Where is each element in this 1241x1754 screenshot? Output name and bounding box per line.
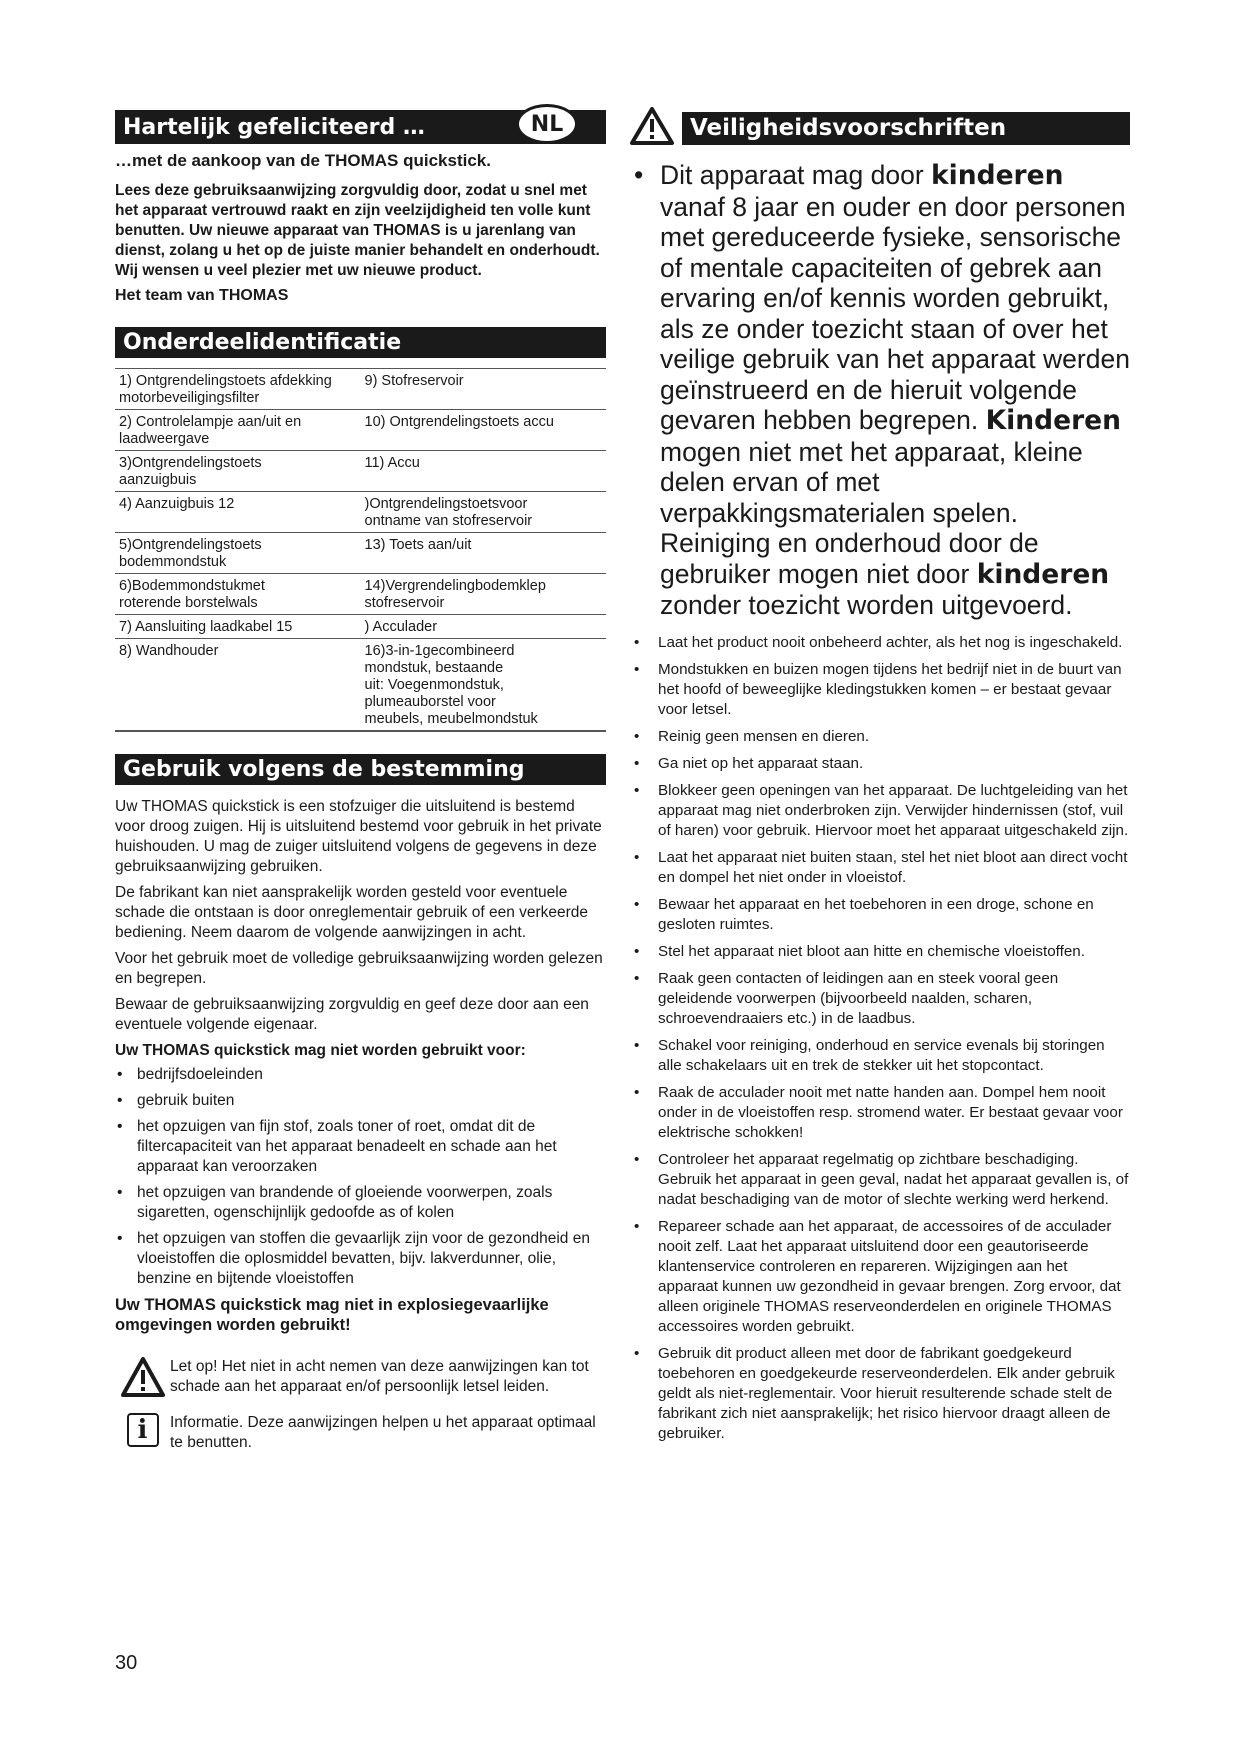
table-row (115, 492, 606, 533)
info-note-text: Informatie. Deze aanwijzingen helpen u het apparaat optimaal te benutten. (170, 1414, 596, 1451)
parts-heading (115, 327, 606, 358)
left-column (115, 110, 606, 1453)
congrats-subtitle: …met de aankoop van de THOMAS quickstick. (115, 151, 491, 170)
big-bold-3: kinderen (976, 558, 1110, 590)
list-item: • Bewaar het apparaat en het toebehoren in een droge, schone en gesloten ruimtes. (630, 895, 1130, 935)
congrats-intro: Lees deze gebruiksaanwijzing zorgvuldig door, zodat u snel met het apparaat vertrouwd raakt en zijn veelzijdigheid ten volle kunt benutten. Uw nieuwe apparaat van THOMAS is u jarenlang van dienst, zolang u het op de juiste manier behandelt en onderhoudt. Wij wensen u veel plezier met uw nieuwe product. (115, 182, 600, 279)
big-bold-2: Kinderen (985, 405, 1121, 436)
list-item: • gebruik buiten (115, 1091, 606, 1111)
list-item: • het opzuigen van brandende of gloeiende voorwerpen, zoals sigaretten, ogenschijnlijk gedoofde as of kolen (115, 1183, 606, 1223)
part-cell: ) Acculader (361, 615, 607, 639)
part-cell: 10) Ontgrendelingstoets accu (361, 410, 607, 451)
list-item: • Schakel voor reiniging, onderhoud en service evenals bij storingen alle schakelaars uit en trek de stekker uit het stopcontact. (630, 1036, 1130, 1076)
language-badge: NL (516, 104, 578, 144)
list-item: • bedrijfsdoeleinden (115, 1065, 606, 1085)
part-cell: 9) Stofreservoir (361, 369, 607, 410)
part-cell: 2) Controlelampje aan/uit en laadweergave (115, 410, 361, 451)
safety-heading (630, 110, 1130, 146)
part-cell: 16)3-in-1gecombineerd mondstuk, bestaande uit: Voegenmondstuk, plumeauborstel voor meubels, meubelmondstuk (361, 639, 607, 732)
warning-note-text: Let op! Het niet in acht nemen van deze aanwijzingen kan tot schade aan het apparaat en/of persoonlijk letsel leiden. (170, 1358, 589, 1395)
part-cell: 3)Ontgrendelingstoets aanzuigbuis (115, 451, 361, 492)
warning-triangle-icon (630, 107, 674, 150)
table-row (115, 410, 606, 451)
part-cell: 6)Bodemmondstukmet roterende borstelwals (115, 574, 361, 615)
big-text-1: Dit apparaat mag door (660, 160, 932, 190)
congrats-title: Hartelijk gefeliciteerd … (123, 114, 425, 140)
list-item: • Raak de acculader nooit met natte handen aan. Dompel hem nooit onder in de vloeistoffen resp. stromend water. Er bestaat gevaar voor elektrische schokken! (630, 1083, 1130, 1143)
congrats-heading (115, 110, 606, 144)
safety-bullet-list (630, 633, 1130, 1444)
usage-not-for: Uw THOMAS quickstick mag niet worden gebruikt voor: (115, 1042, 526, 1059)
safety-title-bar (682, 112, 1130, 145)
part-cell: 14)Vergrendelingbodemklep stofreservoir (361, 574, 607, 615)
table-row (115, 369, 606, 410)
usage-paragraph-4: Bewaar de gebruiksaanwijzing zorgvuldig en geef deze door aan een eventuele volgende eigenaar. (115, 996, 589, 1033)
part-cell: 4) Aanzuigbuis 12 (115, 492, 361, 533)
list-item: • Laat het apparaat niet buiten staan, stel het niet bloot aan direct vocht en dompel het niet onder in vloeistof. (630, 848, 1130, 888)
explosion-warning: Uw THOMAS quickstick mag niet in explosiegevaarlijke omgevingen worden gebruikt! (115, 1296, 549, 1334)
table-row (115, 615, 606, 639)
parts-title: Onderdeelidentificatie (123, 330, 402, 355)
part-cell: 13) Toets aan/uit (361, 533, 607, 574)
part-cell: 11) Accu (361, 451, 607, 492)
list-item: • Controleer het apparaat regelmatig op zichtbare beschadiging. Gebruik het apparaat in geen geval, nadat het apparaat gevallen is, of nadat beschadiging van de motor of slechte werking werd herkend. (630, 1150, 1130, 1210)
big-bold-1: kinderen (931, 160, 1064, 191)
part-cell: 8) Wandhouder (115, 639, 361, 732)
list-item: • Gebruik dit product alleen met door de fabrikant goedgekeurd toebehoren en goedgekeurde reserveonderdelen. Elk ander gebruik geldt als niet-reglementair. Voor hieruit resulterende schade stelt de fabrikant zich niet aansprakelijk; het risico hiervoor draagt alleen de gebruiker. (630, 1344, 1130, 1444)
usage-paragraph-2: De fabrikant kan niet aansprakelijk worden gesteld voor eventuele schade die ontstaan is door onreglementair gebruik of een verkeerde bediening. Neem daarom de volgende aanwijzingen in acht. (115, 884, 589, 941)
usage-heading (115, 754, 606, 785)
congrats-team: Het team van THOMAS (115, 287, 289, 304)
table-row (115, 639, 606, 732)
usage-title: Gebruik volgens de bestemming (123, 757, 525, 782)
info-icon: i (127, 1413, 159, 1447)
big-text-2: vanaf 8 jaar en ouder en door personen met gereduceerde fysieke, sensorische of mentale capaciteiten of gebrek aan ervaring en/of kennis worden gebruikt, als ze onder toezicht staan of over het veilige gebruik van het apparaat werden geïnstrueerd en de hieruit volgende gevaren hebben begrepen. (660, 191, 1130, 435)
list-item: • Raak geen contacten of leidingen aan en steek vooral geen geleidende voorwerpen (bijvoorbeeld naalden, scharen, schroevendraaiers etc.) in de laadbus. (630, 969, 1130, 1029)
warning-note (115, 1357, 606, 1397)
list-item: • Ga niet op het apparaat staan. (630, 754, 1130, 774)
part-cell: )Ontgrendelingstoetsvoor ontname van stofreservoir (361, 492, 607, 533)
list-item: • Stel het apparaat niet bloot aan hitte en chemische vloeistoffen. (630, 942, 1130, 962)
part-cell: 7) Aansluiting laadkabel 15 (115, 615, 361, 639)
safety-title: Veiligheidsvoorschriften (690, 115, 1007, 141)
usage-paragraph-3: Voor het gebruik moet de volledige gebruiksaanwijzing worden gelezen en begrepen. (115, 950, 603, 987)
big-text-4: zonder toezicht worden uitgevoerd. (660, 590, 1073, 620)
usage-bullet-list (115, 1065, 606, 1289)
part-cell: 5)Ontgrendelingstoets bodemmondstuk (115, 533, 361, 574)
big-text-3: mogen niet met het apparaat, kleine delen ervan of met verpakkingsmaterialen spelen. Reiniging en onderhoud door de gebruiker mogen niet door (660, 436, 1083, 589)
table-row (115, 533, 606, 574)
part-cell: 1) Ontgrendelingstoets afdekking motorbeveiligingsfilter (115, 369, 361, 410)
parts-table (115, 368, 606, 732)
children-safety-statement (630, 160, 1130, 621)
list-item: • Repareer schade aan het apparaat, de accessoires of de acculader nooit zelf. Laat het apparaat uitsluitend door een geautoriseerde klantenservice controleren en repareren. Wijzigingen aan het apparaat kunnen uw gezondheid in gevaar brengen. Zorg ervoor, dat alleen originele THOMAS reserveonderdelen en originele THOMAS accessoires worden gebruikt. (630, 1217, 1130, 1337)
page-number: 30 (115, 1652, 138, 1674)
list-item: • Blokkeer geen openingen van het apparaat. De luchtgeleiding van het apparaat mag niet onderbroken zijn. Verwijder hindernissen (stof, vuil of haren) voor gebruik. Hiervoor moet het apparaat uitgeschakeld zijn. (630, 781, 1130, 841)
right-column (630, 110, 1130, 1451)
list-item: • het opzuigen van stoffen die gevaarlijk zijn voor de gezondheid en vloeistoffen die oplosmiddel bevatten, bijv. lakverdunner, olie, benzine en bijtende vloeistoffen (115, 1229, 606, 1289)
list-item: • Reinig geen mensen en dieren. (630, 727, 1130, 747)
list-item: • het opzuigen van fijn stof, zoals toner of roet, omdat dit de filtercapaciteit van het apparaat benadeelt en schade aan het apparaat kan veroorzaken (115, 1117, 606, 1177)
usage-paragraph-1: Uw THOMAS quickstick is een stofzuiger die uitsluitend is bestemd voor droog zuigen. Hij is uitsluitend bestemd voor gebruik in het private huishouden. U mag de zuiger uitsluitend volgens de gegevens in deze gebruiksaanwijzing gebruiken. (115, 798, 602, 875)
table-row (115, 451, 606, 492)
list-item: • Mondstukken en buizen mogen tijdens het bedrijf niet in de buurt van het hoofd of beweeglijke kledingstukken komen – er bestaat gevaar voor letsel. (630, 660, 1130, 720)
info-note (115, 1407, 606, 1453)
warning-triangle-icon (115, 1357, 170, 1397)
table-row (115, 574, 606, 615)
list-item: • Laat het product nooit onbeheerd achter, als het nog is ingeschakeld. (630, 633, 1130, 653)
